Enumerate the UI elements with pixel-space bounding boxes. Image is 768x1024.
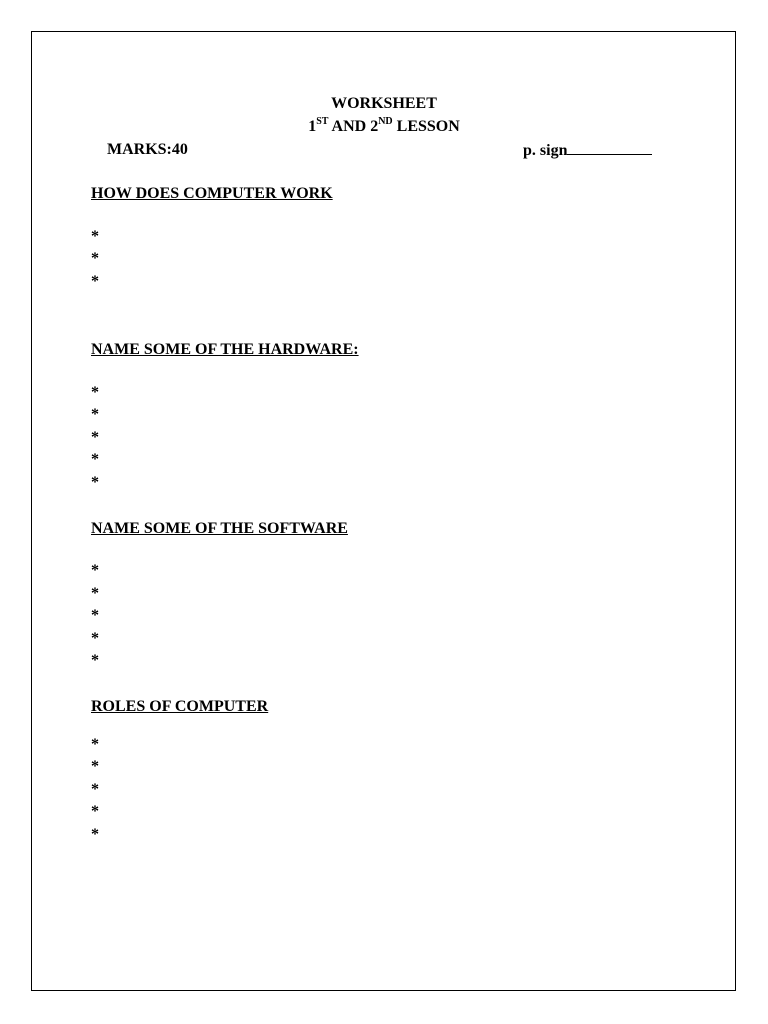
list-item: *	[91, 250, 99, 267]
section-heading-software: NAME SOME OF THE SOFTWARE	[91, 520, 348, 537]
list-item: *	[91, 406, 99, 423]
section-heading-roles: ROLES OF COMPUTER	[91, 698, 269, 715]
list-item: *	[91, 228, 99, 245]
list-item: *	[91, 607, 99, 624]
list-item: *	[91, 781, 99, 798]
list-item: *	[91, 474, 99, 491]
parent-sign-field	[523, 140, 652, 161]
list-item: *	[91, 736, 99, 753]
list-item: *	[91, 803, 99, 820]
sign-blank-line	[567, 140, 652, 155]
list-item: *	[91, 429, 99, 446]
lesson-sup-2: ND	[378, 115, 393, 127]
lesson-rest: LESSON	[392, 118, 460, 135]
list-item: *	[91, 826, 99, 843]
list-item: *	[91, 384, 99, 401]
list-item: *	[91, 652, 99, 669]
marks-label: MARKS:40	[107, 141, 188, 158]
lesson-num-1: 1	[308, 118, 317, 135]
list-item: *	[91, 630, 99, 647]
page-border	[31, 31, 736, 991]
lesson-and: AND 2	[328, 118, 379, 135]
lesson-sup-1: ST	[316, 115, 329, 127]
list-item: *	[91, 451, 99, 468]
sign-label: p. sign	[523, 142, 568, 159]
section-heading-hardware: NAME SOME OF THE HARDWARE:	[91, 341, 359, 358]
section-heading-how-computer-works: HOW DOES COMPUTER WORK	[91, 185, 333, 202]
lesson-subtitle	[0, 117, 768, 137]
list-item: *	[91, 562, 99, 579]
list-item: *	[91, 585, 99, 602]
worksheet-title: WORKSHEET	[331, 95, 437, 112]
list-item: *	[91, 273, 99, 290]
list-item: *	[91, 758, 99, 775]
